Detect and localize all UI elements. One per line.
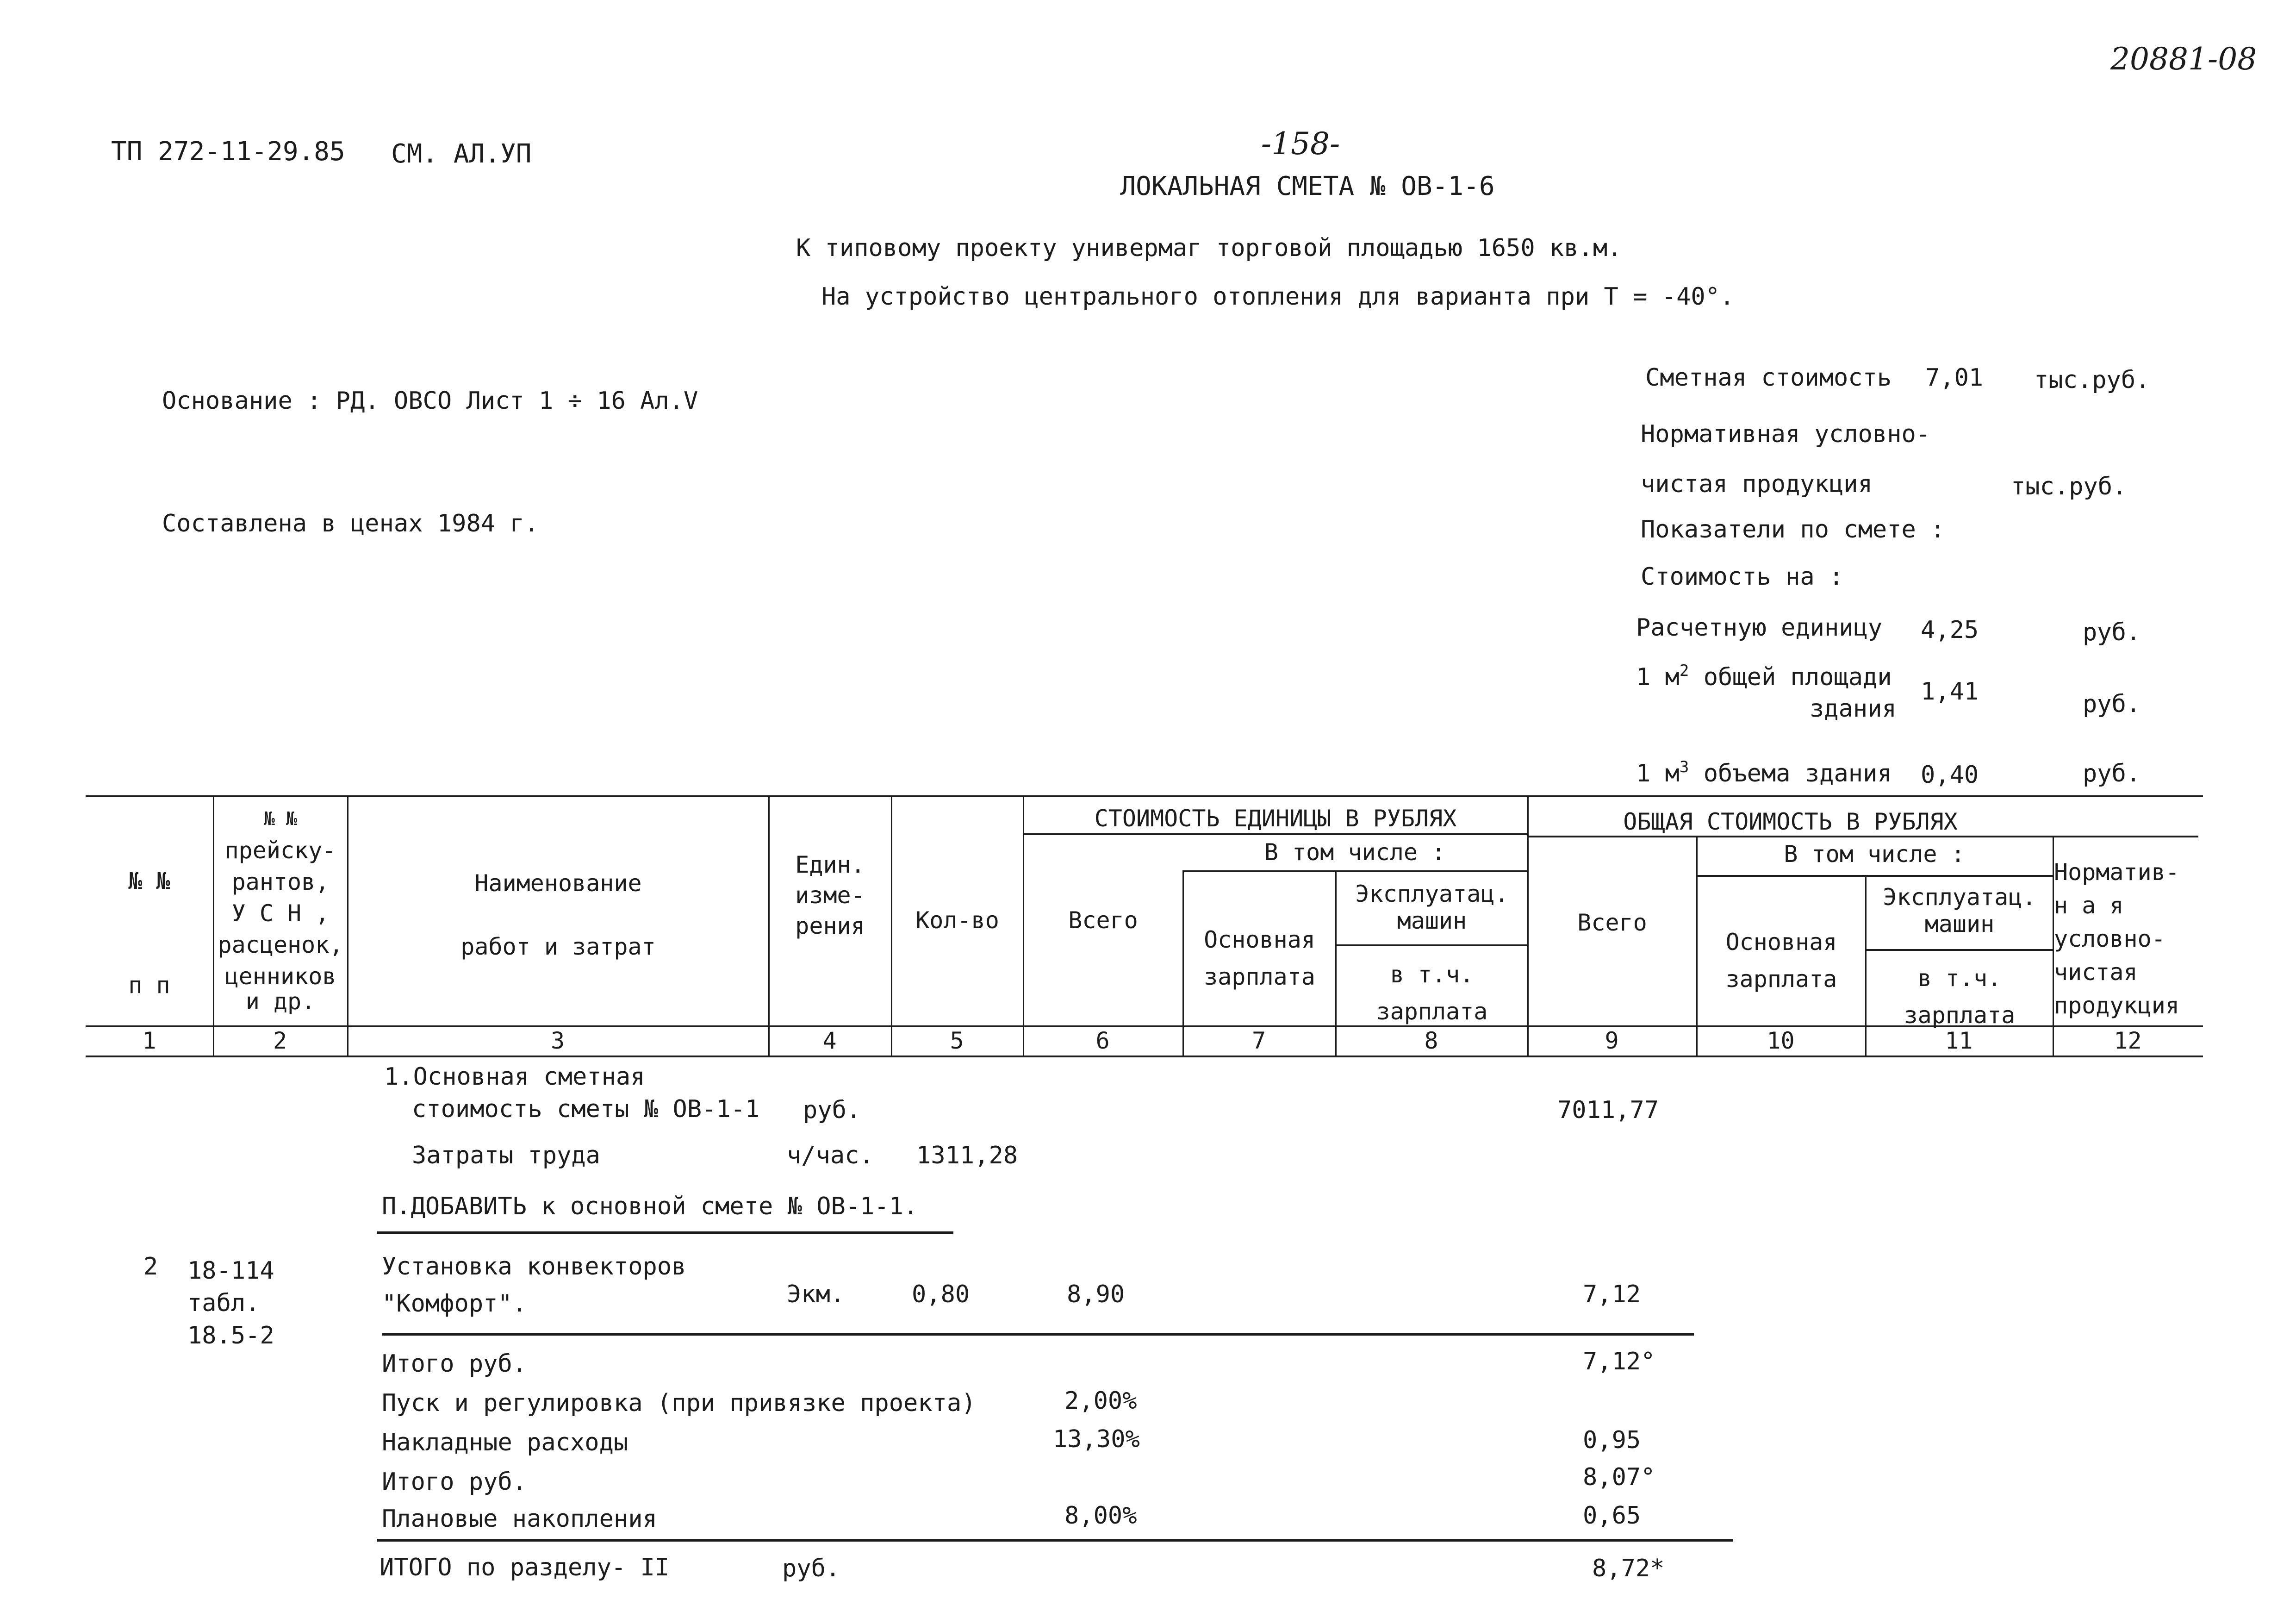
section1-unit: руб.	[803, 1096, 861, 1124]
unit-label: Расчетную единицу	[1636, 614, 1883, 642]
table-top-rule	[86, 795, 2203, 797]
page-number: -158-	[1261, 126, 1340, 162]
col-number-12: 12	[2114, 1027, 2142, 1054]
row-total: 7,12	[1583, 1280, 1641, 1308]
section2-heading: П.ДОБАВИТЬ к основной смете № ОВ-1-1.	[382, 1193, 918, 1220]
col3-header-top: Наименование	[474, 870, 642, 897]
col3-header-bottom: работ и затрат	[460, 933, 656, 960]
row-bottom-rule	[382, 1333, 1694, 1336]
plan-value: 0,65	[1583, 1502, 1641, 1530]
final-total-value: 8,72*	[1592, 1555, 1665, 1582]
volume-value: 0,40	[1921, 761, 1979, 789]
col1-header-top: № №	[128, 868, 170, 894]
labor-unit: ч/час.	[787, 1142, 874, 1169]
col-number-10: 10	[1767, 1027, 1795, 1054]
row-unit-cost: 8,90	[1067, 1280, 1125, 1308]
col8-header-bottom: в т.ч. зарплата	[1376, 961, 1488, 1025]
total-incl-header: В том числе :	[1784, 841, 1965, 868]
col-number-8: 8	[1424, 1027, 1438, 1054]
total-machines-rule	[1865, 949, 2053, 951]
document-title: ЛОКАЛЬНАЯ СМЕТА № ОВ-1-6	[1120, 171, 1495, 201]
col-number-4: 4	[822, 1027, 837, 1054]
section2-heading-rule	[377, 1231, 953, 1234]
album-reference: СМ. АЛ.УП	[391, 139, 532, 169]
plan-pct: 8,00%	[1064, 1502, 1137, 1530]
area-unit: руб.	[2083, 690, 2141, 718]
project-code: ТП 272-11-29.85	[111, 137, 345, 167]
col-number-3: 3	[550, 1027, 565, 1054]
final-total-unit: руб.	[782, 1555, 840, 1582]
basis-line: Основание : РД. ОВСО Лист 1 ÷ 16 Ал.V	[162, 387, 698, 415]
subtitle-project: К типовому проекту универмаг торговой площадью 1650 кв.м.	[796, 234, 1622, 262]
area-value: 1,41	[1921, 678, 1979, 706]
total-cost-header: ОБЩАЯ СТОИМОСТЬ В РУБЛЯХ	[1623, 808, 1958, 835]
section1-total: 7011,77	[1557, 1096, 1659, 1124]
row-name-2: "Комфорт".	[382, 1290, 527, 1318]
col-number-1: 1	[142, 1027, 156, 1054]
row-unit: Экм.	[787, 1280, 845, 1308]
col6-header: Всего	[1068, 907, 1138, 934]
row-qty: 0,80	[912, 1280, 970, 1308]
col-number-7: 7	[1251, 1027, 1266, 1054]
row-code: 18-114 табл. 18.5-2	[187, 1257, 274, 1349]
unit-incl-rule	[1182, 870, 1527, 872]
unit-unit: руб.	[2083, 618, 2141, 646]
overhead-label: Накладные расходы	[382, 1429, 628, 1456]
prices-year: Составлена в ценах 1984 г.	[162, 510, 539, 537]
volume-label: 1 $м^3$ объема здания	[1636, 758, 1892, 787]
pusk-pct: 2,00%	[1064, 1387, 1137, 1415]
col-number-2: 2	[273, 1027, 287, 1054]
col7-header: Основная зарплата	[1204, 926, 1315, 990]
plan-label: Плановые накопления	[382, 1505, 657, 1533]
col8-header-top: Эксплуатац. машин	[1355, 881, 1509, 934]
area-label: 1 $м^2$ общей площади	[1636, 662, 1892, 691]
unit-machines-rule	[1335, 944, 1527, 946]
norm-label-1: Нормативная условно-	[1641, 420, 1931, 448]
labor-label: Затраты труда	[412, 1142, 600, 1169]
total-rule	[377, 1539, 1733, 1542]
indicators-label: Показатели по смете :	[1641, 516, 1945, 543]
col2-header: № № прейску- рантов, У С Н , расценок, ценников и др.	[218, 808, 343, 1015]
col11-header-top: Эксплуатац. машин	[1883, 884, 2036, 937]
pusk-label: Пуск и регулировка (при привязке проекта)	[382, 1389, 976, 1417]
row-number: 2	[143, 1253, 158, 1280]
labor-qty: 1311,28	[916, 1142, 1018, 1169]
subtitle-heating: На устройство центрального отопления для варианта при Т = -40°.	[821, 283, 1735, 311]
area-label-building: здания	[1810, 695, 1897, 723]
norm-unit: тыс.руб.	[2011, 473, 2127, 500]
col1-header-bottom: п п	[128, 972, 170, 999]
itogo1-label: Итого руб.	[382, 1350, 527, 1378]
col5-header: Кол-во	[915, 907, 999, 934]
col10-header: Основная зарплата	[1725, 929, 1837, 993]
col-number-5: 5	[950, 1027, 964, 1054]
row-name-1: Установка конвекторов	[382, 1253, 686, 1280]
final-total-label: ИТОГО по разделу- II	[380, 1554, 670, 1581]
itogo2-value: 8,07°	[1583, 1463, 1655, 1491]
document-number: 20881-08	[2110, 41, 2257, 77]
cost-label: Сметная стоимость	[1645, 364, 1892, 392]
cost-value: 7,01	[1925, 364, 1984, 392]
cost-unit: тыс.руб.	[2034, 366, 2150, 394]
col-number-11: 11	[1945, 1027, 1973, 1054]
overhead-value: 0,95	[1583, 1426, 1641, 1454]
unit-cost-header: СТОИМОСТЬ ЕДИНИЦЫ В РУБЛЯХ	[1094, 805, 1457, 832]
col4-header: Един. изме- рения	[795, 851, 865, 939]
col9-header: Всего	[1577, 909, 1647, 936]
unit-value: 4,25	[1921, 616, 1979, 644]
norm-label-2: чистая продукция	[1641, 470, 1873, 498]
volume-unit: руб.	[2083, 760, 2141, 787]
col-number-6: 6	[1095, 1027, 1110, 1054]
col12-header: Норматив- н а я условно- чистая продукция	[2054, 859, 2179, 1019]
section1-line2: стоимость сметы № ОВ-1-1	[412, 1095, 760, 1123]
cost-per-label: Стоимость на :	[1641, 563, 1844, 591]
itogo1-value: 7,12°	[1583, 1348, 1655, 1375]
col-sep-2	[347, 795, 348, 1056]
total-incl-rule	[1696, 875, 2053, 877]
col11-header-bottom: в т.ч. зарплата	[1904, 965, 2016, 1029]
col-number-9: 9	[1605, 1027, 1619, 1054]
itogo2-label: Итого руб.	[382, 1468, 527, 1496]
overhead-pct: 13,30%	[1053, 1425, 1140, 1453]
section1-line1: 1.Основная сметная	[384, 1063, 645, 1091]
unit-incl-header: В том числе :	[1264, 839, 1446, 866]
